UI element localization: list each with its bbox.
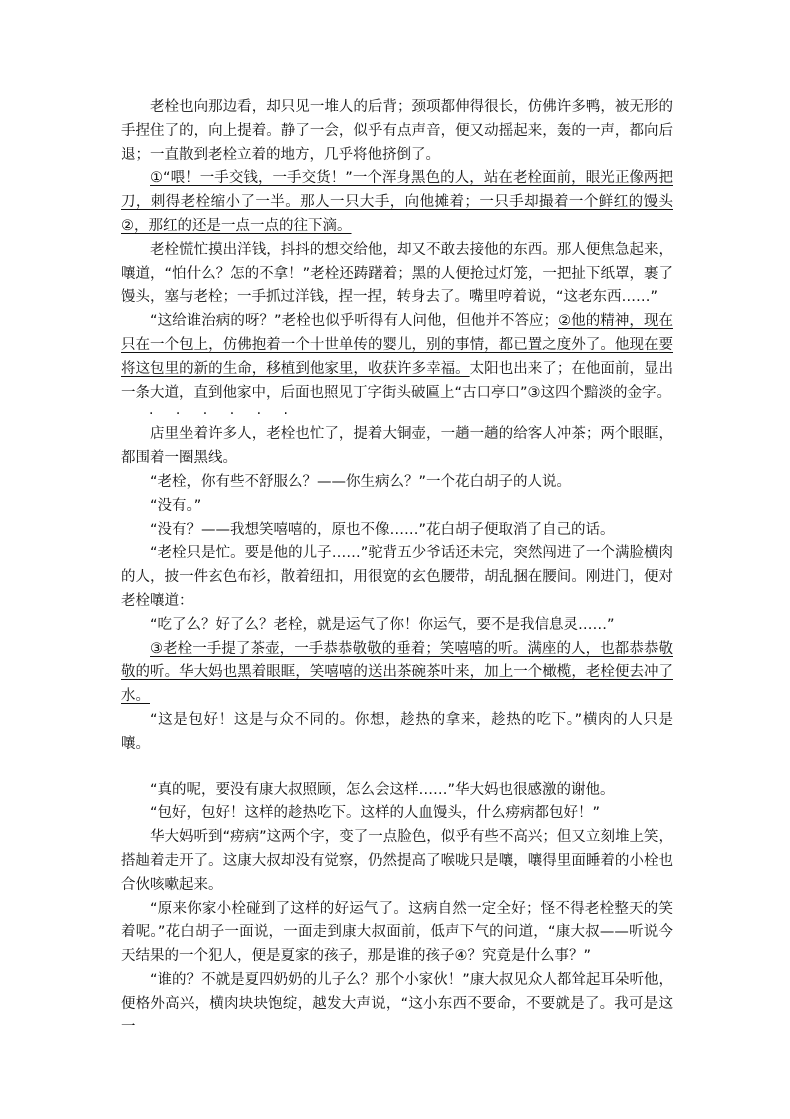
underlined-passage-1: ①“喂！一手交钱，一手交货！”一个浑身黑色的人，站在老栓面前，眼光正像两把刀，刺得老栓缩小了一半。那人一只大手，向他摊着；一只手却撮着一个鲜红的馒头②，那红的还是一点一点的往下滴。 [121, 170, 673, 234]
paragraph: “吃了么？好了么？老栓，就是运气了你！你运气，要不是我信息灵……” [150, 616, 615, 633]
underlined-passage-3: ③老栓一手提了茶壶，一手恭恭敬敬的垂着；笑嘻嘻的听。满座的人，也都恭恭敬敬的听。华大妈也黑着眼眶，笑嘻嘻的送出茶碗茶叶来，加上一个橄榄，老栓便去冲了水。 [121, 640, 673, 705]
paragraph: “真的呢，要没有康大叔照顾，怎么会这样……”华大妈也很感激的谢他。 [150, 781, 615, 798]
paragraph: “老栓只是忙。要是他的儿子……”驼背五少爷话还未完，突然闯进了一个满脸横肉的人，披一件玄色布衫，散着纽扣，用很宽的玄色腰带，胡乱捆在腰间。刚进门，便对老栓嚷道： [121, 545, 673, 609]
paragraph: “老栓，你有些不舒服么？——你生病么？”一个花白胡子的人说。 [150, 473, 572, 490]
paragraph-annotated-1 [121, 167, 673, 238]
paragraph: 华大妈听到“痨病”这两个字，变了一点脸色，似乎有些不高兴；但又立刻堆上笑，搭赸着走开了。这康大叔却没有觉察，仍然提高了喉咙只是嚷，嚷得里面睡着的小栓也合伙咳嗽起来。 [121, 829, 673, 893]
document-page [121, 96, 673, 1040]
underlined-passage-2: ②他的精神，现在只在一个包上，仿佛抱着一个十世单传的婴儿，别的事情，都已置之度外了。他现在要将这包里的新的生命，移植到他家里，收获许多幸福。 [121, 313, 673, 377]
paragraph: 老栓慌忙摸出洋钱，抖抖的想交给他，却又不敢去接他的东西。那人便焦急起来，嚷道，“怕什么？怎的不拿！”老栓还踌躇着；黑的人便抢过灯笼，一把扯下纸罩，裹了馒头，塞与老栓；一手抓过洋钱，捏一捏，转身去了。嘴里哼着说，“这老东西……” [121, 241, 673, 306]
paragraph: “原来你家小栓碰到了这样的好运气了。这病自然一定全好；怪不得老栓整天的笑着呢。”花白胡子一面说，一面走到康大叔面前，低声下气的问道，“康大叔——听说今天结果的一个犯人，便是夏家的孩子，那是谁的孩子④？究竟是什么事？” [121, 900, 673, 965]
section-break-dots: · · · · · · [149, 406, 297, 423]
paragraph-annotated-3 [121, 638, 673, 709]
paragraph: “没有？——我想笑嘻嘻的，原也不像……”花白胡子便取消了自己的话。 [150, 521, 615, 538]
paragraph: 店里坐着许多人，老栓也忙了，提着大铜壶，一趟一趟的给客人冲茶；两个眼眶，都围着一圈黑线。 [121, 426, 673, 467]
paragraph: “没有。” [150, 497, 202, 514]
paragraph: “谁的？不就是夏四奶奶的儿子么？那个小家伙！”康大叔见众人都耸起耳朵听他，便格外高兴，横肉块块饱绽，越发大声说，“这小东西不要命，不要就是了。我可是这一 [121, 971, 673, 1036]
paragraph: 老栓也向那边看，却只见一堆人的后背；颈项都伸得很长，仿佛许多鸭，被无形的手捏住了的，向上提着。静了一会，似乎有点声音，便又动摇起来，轰的一声，都向后退；一直散到老栓立着的地方，几乎将他挤倒了。 [121, 99, 673, 163]
paragraph: “包好，包好！这样的趁热吃下。这样的人血馒头，什么痨病都包好！” [150, 805, 601, 822]
paragraph-text: “这给谁治病的呀？”老栓也似乎听得有人问他，但他并不答应； [150, 313, 559, 330]
paragraph: “这是包好！这是与众不同的。你想，趁热的拿来，趁热的吃下。”横肉的人只是嚷。 [121, 711, 673, 752]
paragraph-annotated-2 [121, 310, 673, 405]
blank-line [121, 757, 673, 779]
paragraph-text: 太阳也出来了；在他面前，显出一条大道，直到他家中，后面也照见丁字街头破匾上“古口亭口”③这四个黯淡的金字。 [121, 360, 674, 401]
